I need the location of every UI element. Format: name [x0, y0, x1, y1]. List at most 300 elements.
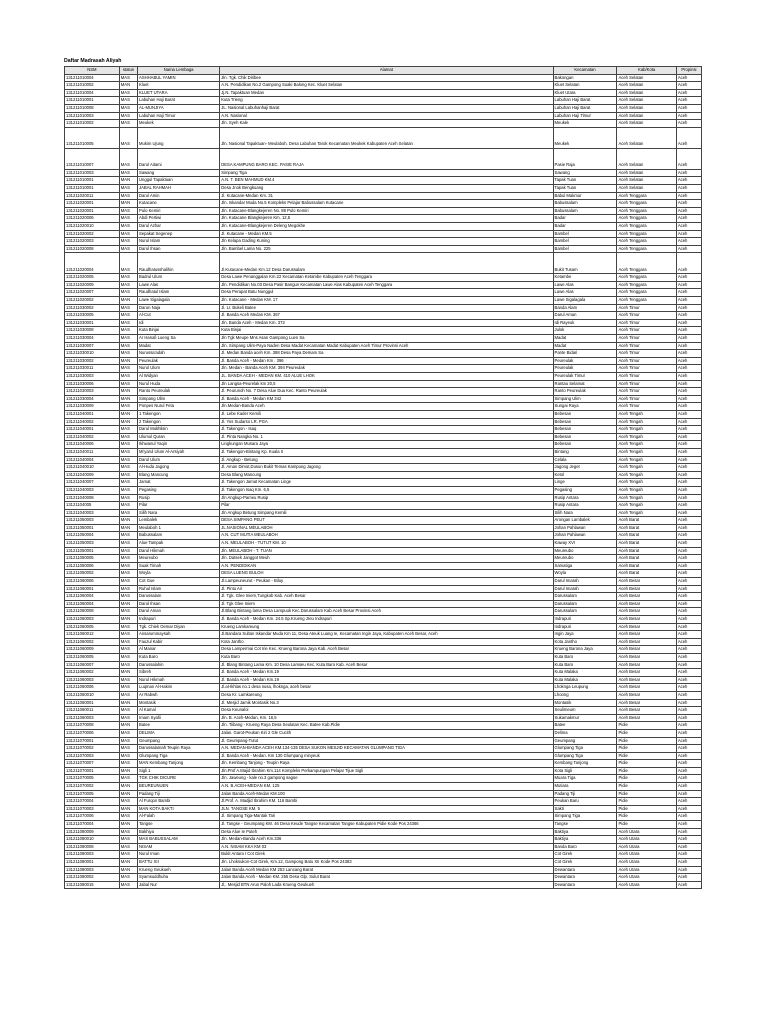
status-cell: MAS: [119, 169, 137, 177]
nama-lembaga-cell: Badrul Ulum: [138, 274, 220, 282]
status-cell: MAS: [119, 775, 137, 783]
kecamatan-cell: Badar: [553, 215, 617, 223]
status-cell: MAS: [119, 851, 137, 859]
alamat-cell: Kuta Binjai: [220, 327, 553, 335]
alamat-cell: JL.NASIONAL MEULABOH: [220, 524, 553, 532]
kab-kota-cell: Aceh Tenggara: [617, 215, 676, 223]
kecamatan-cell: Banda Alam: [553, 304, 617, 312]
kecamatan-cell: Madat: [553, 335, 617, 343]
table-row: [65, 502, 702, 510]
nsm-cell: 131211030003: [65, 373, 120, 381]
header-alamat: Alamat: [220, 67, 553, 75]
propinsi-cell: Aceh: [676, 600, 701, 608]
kecamatan-cell: Rusip Antara: [553, 502, 617, 510]
table-row: [65, 410, 702, 418]
table-row: [65, 805, 702, 813]
status-cell: MAS: [119, 653, 137, 661]
kecamatan-cell: Idi Rayeuk: [553, 319, 617, 327]
table-row: [65, 74, 702, 82]
propinsi-cell: Aceh: [676, 524, 701, 532]
alamat-cell: Jln.Medan-Banda Aceh: [220, 403, 553, 411]
status-cell: MAS: [119, 479, 137, 487]
table-row: [65, 281, 702, 289]
alamat-cell: Desa Alue Ie Puteh: [220, 828, 553, 836]
kab-kota-cell: Aceh Selatan: [617, 82, 676, 90]
propinsi-cell: Aceh: [676, 722, 701, 730]
status-cell: MAS: [119, 222, 137, 230]
alamat-cell: Jl. Takengon Jamat Kecamatan Linge: [220, 479, 553, 487]
kab-kota-cell: Aceh Timur: [617, 380, 676, 388]
kecamatan-cell: Peureulak: [553, 365, 617, 373]
nama-lembaga-cell: Nurussa'adah: [138, 350, 220, 358]
propinsi-cell: Aceh: [676, 281, 701, 289]
propinsi-cell: Aceh: [676, 676, 701, 684]
alamat-cell: Kuta Trieng: [220, 97, 553, 105]
nsm-cell: 131211070005: [65, 790, 120, 798]
nsm-cell: 131211080003: [65, 851, 120, 859]
nama-lembaga-cell: BATTU XII: [138, 859, 220, 867]
kecamatan-cell: Celala: [553, 456, 617, 464]
kab-kota-cell: Aceh Tenggara: [617, 238, 676, 246]
nsm-cell: 131211070008: [65, 722, 120, 730]
status-cell: MAS: [119, 441, 137, 449]
kab-kota-cell: Aceh Tenggara: [617, 207, 676, 215]
status-cell: MAN: [119, 859, 137, 867]
table-row: [65, 585, 702, 593]
table-row: [65, 843, 702, 851]
nsm-cell: 131211030004: [65, 335, 120, 343]
table-row: [65, 373, 702, 381]
nama-lembaga-cell: ASHHABUL YAMIN: [138, 74, 220, 82]
kab-kota-cell: Aceh Besar: [617, 608, 676, 616]
kab-kota-cell: Pidie: [617, 729, 676, 737]
nsm-cell: 131211040002: [65, 418, 120, 426]
kecamatan-cell: Kluet Selatan: [553, 82, 617, 90]
kab-kota-cell: Aceh Besar: [617, 585, 676, 593]
kab-kota-cell: Aceh Barat: [617, 555, 676, 563]
alamat-cell: Jln. Bambel Lama No. 225: [220, 245, 553, 253]
kab-kota-cell: Aceh Tenggara: [617, 253, 676, 274]
nsm-cell: 131211070003: [65, 805, 120, 813]
kecamatan-cell: Bebesan: [553, 426, 617, 434]
nsm-cell: 131211020001: [65, 207, 120, 215]
kecamatan-cell: Kaway XVI: [553, 540, 617, 548]
kecamatan-cell: Bambel: [553, 230, 617, 238]
propinsi-cell: Aceh: [676, 532, 701, 540]
status-cell: MAN: [119, 297, 137, 305]
table-row: [65, 836, 702, 844]
status-cell: MAS: [119, 112, 137, 120]
kecamatan-cell: Tapak Tuan: [553, 177, 617, 185]
kecamatan-cell: Padang Tiji: [553, 790, 617, 798]
status-cell: MAS: [119, 327, 137, 335]
alamat-cell: Jln. Kembang Tanjong - Teupin Raya: [220, 760, 553, 768]
kab-kota-cell: Aceh Barat: [617, 532, 676, 540]
nsm-cell: 131211080008: [65, 843, 120, 851]
nama-lembaga-cell: Darul Azhar: [138, 222, 220, 230]
nsm-cell: 131211060003: [65, 616, 120, 624]
nama-lembaga-cell: Ranto Peureulak: [138, 388, 220, 396]
status-cell: MAS: [119, 676, 137, 684]
kab-kota-cell: Aceh Utara: [617, 836, 676, 844]
nama-lembaga-cell: Ar Hanafi Lueng Sa: [138, 335, 220, 343]
nama-lembaga-cell: Darul Ihsan: [138, 600, 220, 608]
propinsi-cell: Aceh: [676, 335, 701, 343]
kab-kota-cell: Aceh Besar: [617, 684, 676, 692]
status-cell: MAN: [119, 418, 137, 426]
status-cell: MAS: [119, 707, 137, 715]
alamat-cell: Jl. Angkup - Betung: [220, 456, 553, 464]
nsm-cell: 131211030002: [65, 304, 120, 312]
kecamatan-cell: Indrapuri: [553, 616, 617, 624]
kecamatan-cell: Pante Bidari: [553, 350, 617, 358]
propinsi-cell: Aceh: [676, 177, 701, 185]
nsm-cell: 131211070004: [65, 821, 120, 829]
kecamatan-cell: Rusip Antara: [553, 494, 617, 502]
alamat-cell: Bukit Antara I Cot Girek: [220, 851, 553, 859]
nama-lembaga-cell: Nurul Islam: [138, 238, 220, 246]
alamat-cell: Krueng Lamkareung: [220, 623, 553, 631]
nsm-cell: 131211020009: [65, 281, 120, 289]
kecamatan-cell: Bebesan: [553, 433, 617, 441]
kecamatan-cell: Meukek: [553, 120, 617, 128]
status-cell: MAS: [119, 828, 137, 836]
alamat-cell: A.N. T. BEN MAHMUD KM.4: [220, 177, 553, 185]
nsm-cell: 131211030002: [65, 357, 120, 365]
status-cell: MAS: [119, 304, 137, 312]
status-cell: MAS: [119, 365, 137, 373]
kecamatan-cell: Kembang Tanjong: [553, 760, 617, 768]
alamat-cell: A.N. Pendidikan No.2 Gampong Suaki Balong Kec. Kluet Selatan: [220, 82, 553, 90]
kab-kota-cell: Pidie: [617, 813, 676, 821]
status-cell: MAS: [119, 97, 137, 105]
propinsi-cell: Aceh: [676, 222, 701, 230]
kecamatan-cell: Kuta Malaka: [553, 676, 617, 684]
propinsi-cell: Aceh: [676, 874, 701, 882]
nsm-cell: 131211040003: [65, 486, 120, 494]
status-cell: MAS: [119, 403, 137, 411]
nama-lembaga-cell: Nurul Hikmah: [138, 676, 220, 684]
kab-kota-cell: Aceh Besar: [617, 616, 676, 624]
table-row: [65, 623, 702, 631]
nama-lembaga-cell: Darun Naja: [138, 304, 220, 312]
status-cell: MAN: [119, 524, 137, 532]
kab-kota-cell: Aceh Besar: [617, 638, 676, 646]
nsm-cell: 131211070006: [65, 813, 120, 821]
table-row: [65, 494, 702, 502]
kecamatan-cell: Bintang: [553, 448, 617, 456]
nsm-cell: 131211060007: [65, 661, 120, 669]
kecamatan-cell: Ranto Peureulak: [553, 388, 617, 396]
status-cell: MAS: [119, 207, 137, 215]
status-cell: MAN: [119, 410, 137, 418]
propinsi-cell: Aceh: [676, 881, 701, 889]
nsm-cell: 131211060009: [65, 646, 120, 654]
table-header-row: [65, 67, 702, 75]
status-cell: MAS: [119, 798, 137, 806]
nsm-cell: 131211050006: [65, 562, 120, 570]
alamat-cell: Jl. Lr. Bukeli Batee: [220, 304, 553, 312]
table-row: [65, 593, 702, 601]
propinsi-cell: Aceh: [676, 767, 701, 775]
status-cell: MAS: [119, 471, 137, 479]
table-row: [65, 215, 702, 223]
kecamatan-cell: Glumpang Tiga: [553, 752, 617, 760]
alamat-cell: Jln. Kutacane-Blangkejeren No. 88 Pulo Kemiri: [220, 207, 553, 215]
nama-lembaga-cell: Lawe Sigalagala: [138, 297, 220, 305]
table-row: [65, 540, 702, 548]
kecamatan-cell: Darul Aman: [553, 312, 617, 320]
status-cell: MAN: [119, 783, 137, 791]
kab-kota-cell: Aceh Besar: [617, 707, 676, 715]
nama-lembaga-cell: Pulo Kemiri: [138, 207, 220, 215]
kab-kota-cell: Aceh Besar: [617, 631, 676, 639]
kecamatan-cell: Labuhan Haji Barat: [553, 97, 617, 105]
status-cell: MAS: [119, 380, 137, 388]
alamat-cell: JL. BANDA ACEH - MEDAN KM. 410 ALUE LHOK: [220, 373, 553, 381]
nsm-cell: 131211060003: [65, 714, 120, 722]
alamat-cell: A.N. NISAM KKA KM 03: [220, 843, 553, 851]
kecamatan-cell: Dewantara: [553, 866, 617, 874]
kecamatan-cell: Sakti: [553, 805, 617, 813]
nama-lembaga-cell: Babussalam: [138, 532, 220, 540]
kecamatan-cell: Bebesan: [553, 410, 617, 418]
nsm-cell: 131211030007: [65, 342, 120, 350]
nsm-cell: 131211060003: [65, 676, 120, 684]
status-cell: MAS: [119, 120, 137, 128]
alamat-cell: A.N. CUT MUTIA MEULABOH: [220, 532, 553, 540]
alamat-cell: Jalan Banda Aceh - Medan KM. 255 Desa Glp. Sulut Barat: [220, 874, 553, 882]
alamat-cell: Jl. Tangse - Geumpang KM. 46 Desa Keude Tangse Kecamatan Tangse Kabupaten Pidie Kode Pos 24366: [220, 821, 553, 829]
nama-lembaga-cell: Darul Ulum: [138, 456, 220, 464]
kab-kota-cell: Aceh Utara: [617, 843, 676, 851]
kab-kota-cell: Aceh Timur: [617, 335, 676, 343]
kab-kota-cell: Aceh Besar: [617, 600, 676, 608]
status-cell: MAS: [119, 631, 137, 639]
alamat-cell: Jl. Lebe Kader Kemili: [220, 410, 553, 418]
table-row: [65, 813, 702, 821]
kecamatan-cell: Johan Pahlawan: [553, 532, 617, 540]
status-cell: MAS: [119, 661, 137, 669]
nsm-cell: 131211060001: [65, 699, 120, 707]
kab-kota-cell: Pidie: [617, 798, 676, 806]
propinsi-cell: Aceh: [676, 456, 701, 464]
kecamatan-cell: Lhoong: [553, 691, 617, 699]
table-row: [65, 200, 702, 208]
nama-lembaga-cell: Silih Nara: [138, 509, 220, 517]
nsm-cell: 131211010001: [65, 177, 120, 185]
nsm-cell: 131211040008: [65, 494, 120, 502]
table-row: [65, 471, 702, 479]
alamat-cell: Jl. Banda Aceh - Medan KM 342: [220, 395, 553, 403]
nsm-cell: 131211010003: [65, 169, 120, 177]
table-row: [65, 380, 702, 388]
alamat-cell: Jl. Geumpang-Tutut: [220, 737, 553, 745]
alamat-cell: Simpang Tiga: [220, 169, 553, 177]
kecamatan-cell: Lhoknga Leupung: [553, 684, 617, 692]
kecamatan-cell: Bebesan: [553, 418, 617, 426]
status-cell: MAS: [119, 281, 137, 289]
nsm-cell: 131211040007: [65, 479, 120, 487]
status-cell: MAS: [119, 570, 137, 578]
kab-kota-cell: Aceh Tenggara: [617, 200, 676, 208]
table-row: [65, 775, 702, 783]
alamat-cell: Desa Blang Mancung: [220, 471, 553, 479]
kecamatan-cell: Cot Girek: [553, 851, 617, 859]
nama-lembaga-cell: JABAL RAHMAH: [138, 184, 220, 192]
nsm-cell: 131211010002: [65, 82, 120, 90]
propinsi-cell: Aceh: [676, 836, 701, 844]
kab-kota-cell: Aceh Barat: [617, 517, 676, 525]
kecamatan-cell: Kota Sigli: [553, 767, 617, 775]
status-cell: MAS: [119, 184, 137, 192]
alamat-cell: Jln. B. Aceh-Medan, Km. 16,5: [220, 714, 553, 722]
status-cell: MAS: [119, 509, 137, 517]
kecamatan-cell: Lawe Alas: [553, 289, 617, 297]
kab-kota-cell: Aceh Tengah: [617, 479, 676, 487]
table-row: [65, 127, 702, 148]
propinsi-cell: Aceh: [676, 127, 701, 148]
nama-lembaga-cell: Al-Falah: [138, 813, 220, 821]
kab-kota-cell: Aceh Besar: [617, 646, 676, 654]
alamat-cell: Jl. Blang Bintang Lama Km. 10 Desa Lamseu Kec. Kuta Baro Kab. Aceh Besar: [220, 661, 553, 669]
kab-kota-cell: Aceh Tenggara: [617, 222, 676, 230]
alamat-cell: Jl. Simpang Tiga-Mantak Tari: [220, 813, 553, 821]
status-cell: MAS: [119, 547, 137, 555]
status-cell: MAS: [119, 691, 137, 699]
propinsi-cell: Aceh: [676, 238, 701, 246]
kecamatan-cell: Bakongan: [553, 74, 617, 82]
table-row: [65, 289, 702, 297]
propinsi-cell: Aceh: [676, 200, 701, 208]
kecamatan-cell: Babussalam: [553, 207, 617, 215]
kab-kota-cell: Pidie: [617, 767, 676, 775]
kab-kota-cell: Aceh Selatan: [617, 74, 676, 82]
table-row: [65, 312, 702, 320]
kab-kota-cell: Pidie: [617, 745, 676, 753]
alamat-cell: Jalan Banda Aceh-Medan KM.100: [220, 790, 553, 798]
table-row: [65, 253, 702, 274]
nama-lembaga-cell: NISAM: [138, 843, 220, 851]
kab-kota-cell: Aceh Barat: [617, 570, 676, 578]
alamat-cell: A.N. PENDIDIKAN: [220, 562, 553, 570]
alamat-cell: Kuta Baro: [220, 653, 553, 661]
propinsi-cell: Aceh: [676, 517, 701, 525]
alamat-cell: Jl. Yos Sudarso LR. PGA: [220, 418, 553, 426]
nsm-cell: 131211050001: [65, 524, 120, 532]
table-row: [65, 517, 702, 525]
kab-kota-cell: Aceh Timur: [617, 373, 676, 381]
table-row: [65, 737, 702, 745]
nama-lembaga-cell: Al Manar: [138, 646, 220, 654]
alamat-cell: Jln. Pendidikan No.03 Desa Pasir Bangun Kecamatan Lawe Alas Kabupaten Aceh Tenggara: [220, 281, 553, 289]
nama-lembaga-cell: Abdi Pertiwi: [138, 215, 220, 223]
nsm-cell: 131211060011: [65, 707, 120, 715]
nama-lembaga-cell: Ruhul Islam: [138, 585, 220, 593]
table-row: [65, 274, 702, 282]
nsm-cell: 131211060006: [65, 684, 120, 692]
table-row: [65, 524, 702, 532]
status-cell: MAN: [119, 790, 137, 798]
kecamatan-cell: Peureulak: [553, 357, 617, 365]
propinsi-cell: Aceh: [676, 547, 701, 555]
nama-lembaga-cell: Idi: [138, 319, 220, 327]
nama-lembaga-cell: Imam Syafii: [138, 714, 220, 722]
nama-lembaga-cell: Darul Aman: [138, 608, 220, 616]
alamat-cell: Jl,. Mesjid BTN Arun Paloh Lada Krueng Geukueh: [220, 881, 553, 889]
table-row: [65, 403, 702, 411]
nama-lembaga-cell: Sawang: [138, 169, 220, 177]
table-row: [65, 653, 702, 661]
nsm-cell: 131211030005: [65, 312, 120, 320]
propinsi-cell: Aceh: [676, 464, 701, 472]
table-row: [65, 676, 702, 684]
table-row: [65, 578, 702, 586]
kab-kota-cell: Aceh Tengah: [617, 426, 676, 434]
status-cell: MAS: [119, 89, 137, 97]
kecamatan-cell: Babul Makmur: [553, 192, 617, 200]
propinsi-cell: Aceh: [676, 653, 701, 661]
alamat-cell: Jl. Banda Aceh - Medan Km . 396: [220, 357, 553, 365]
nsm-cell: 131211060005: [65, 623, 120, 631]
kab-kota-cell: Aceh Timur: [617, 365, 676, 373]
kab-kota-cell: Aceh Timur: [617, 357, 676, 365]
nama-lembaga-cell: Labuhan Haji Barat: [138, 97, 220, 105]
alamat-cell: JL. Nasional Labuhanhaji Barat: [220, 104, 553, 112]
kecamatan-cell: Montasik: [553, 699, 617, 707]
header-propinsi: Propinsi: [676, 67, 701, 75]
propinsi-cell: Aceh: [676, 230, 701, 238]
propinsi-cell: Aceh: [676, 104, 701, 112]
nama-lembaga-cell: Sigli 1: [138, 767, 220, 775]
nsm-cell: 131211010004: [65, 89, 120, 97]
kab-kota-cell: Aceh Timur: [617, 395, 676, 403]
propinsi-cell: Aceh: [676, 395, 701, 403]
kab-kota-cell: Aceh Besar: [617, 653, 676, 661]
status-cell: MAS: [119, 448, 137, 456]
propinsi-cell: Aceh: [676, 843, 701, 851]
kecamatan-cell: Muara Tiga: [553, 775, 617, 783]
status-cell: MAN: [119, 866, 137, 874]
alamat-cell: Jln Kelapa Gading Kuning: [220, 238, 553, 246]
nsm-cell: 131211070006: [65, 729, 120, 737]
kecamatan-cell: Sawang: [553, 169, 617, 177]
alamat-cell: Jl. Takengon Isaq Km. 6,5: [220, 486, 553, 494]
kecamatan-cell: Madat: [553, 342, 617, 350]
nsm-cell: 131211040001: [65, 410, 120, 418]
status-cell: MAN: [119, 767, 137, 775]
status-cell: MAS: [119, 729, 137, 737]
alamat-cell: Jln. Kutacane Blangkejeren Km. 12,5: [220, 215, 553, 223]
kecamatan-cell: Cot Girek: [553, 859, 617, 867]
kab-kota-cell: Aceh Tengah: [617, 494, 676, 502]
nsm-cell: 131211050004: [65, 532, 120, 540]
kab-kota-cell: Aceh Tengah: [617, 441, 676, 449]
table-row: [65, 600, 702, 608]
table-row: [65, 722, 702, 730]
nama-lembaga-cell: Tangse: [138, 821, 220, 829]
kab-kota-cell: Aceh Utara: [617, 828, 676, 836]
kab-kota-cell: Aceh Timur: [617, 312, 676, 320]
kecamatan-cell: Ketambe: [553, 274, 617, 282]
kab-kota-cell: Aceh Timur: [617, 403, 676, 411]
propinsi-cell: Aceh: [676, 82, 701, 90]
nsm-cell: 131211050002: [65, 570, 120, 578]
status-cell: MAS: [119, 74, 137, 82]
kab-kota-cell: Aceh Besar: [617, 714, 676, 722]
propinsi-cell: Aceh: [676, 245, 701, 253]
status-cell: MAS: [119, 104, 137, 112]
